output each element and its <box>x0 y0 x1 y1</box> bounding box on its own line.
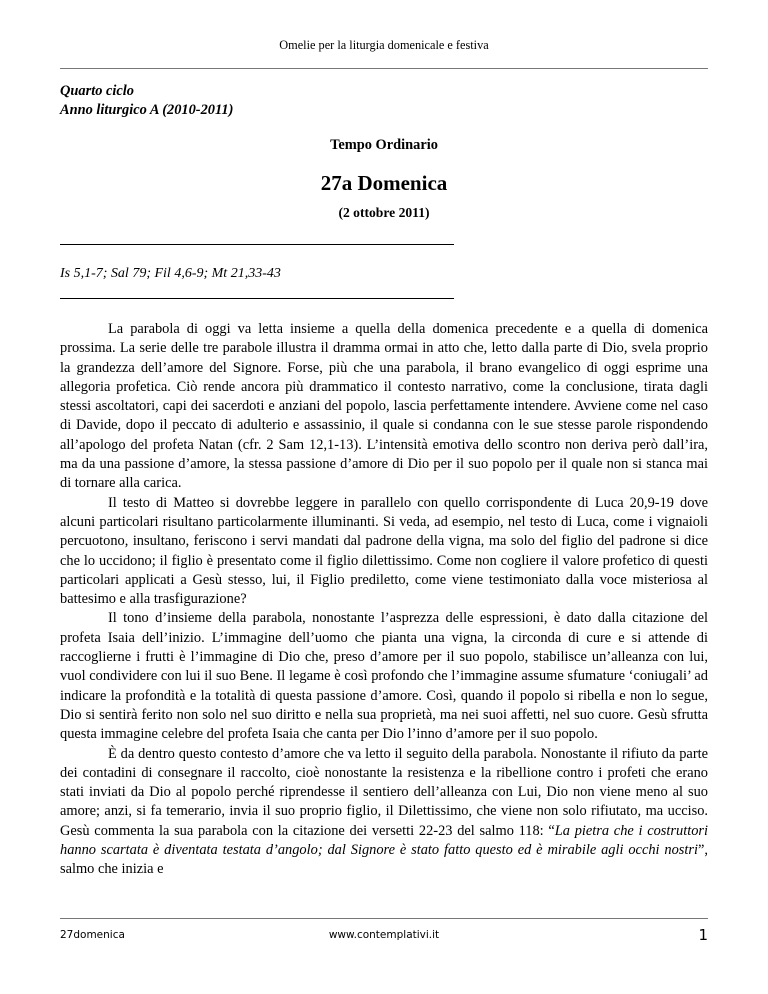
psalm-quote: La pietra che i costruttori hanno scartata è diventata testata d’angolo; dal Signore è stato fatto questo ed è mirabile agli occhi nostri <box>60 822 708 859</box>
cycle-label: Quarto ciclo <box>60 83 134 99</box>
page-title: 27a Domenica <box>320 171 448 195</box>
liturgical-season: Tempo Ordinario <box>330 137 438 153</box>
paragraph: Il tono d’insieme della parabola, nonostante l’asprezza delle espressioni, è dato dalla citazione del profeta Isaia dell’inizio. L’immagine dell’uomo che pianta una vigna, la circonda di cure e si attende di raccoglierne i frutti è l’immagine di Dio che, preso d’amore per il suo popolo, stabilisce un’alleanza con lui, vuol condividere con lui il suo Bene. Il legame è così profondo che l’immagine assume sfumature ‘coniugali’ ad indicare la profondità e la totalità di questa passione d’amore. Così, quando il popolo si ribella e non lo segue, Dio si sentirà ferito non solo nel suo diritto e nella sua proprietà, ma nei suoi affetti, nel suo cuore. Gesù sfrutta questa immagine celebre del profeta Isaia che canta per Dio l’inno d’amore per il suo popolo. <box>60 610 708 743</box>
liturgical-year: Anno liturgico A (2010-2011) <box>60 102 234 118</box>
paragraph: La parabola di oggi va letta insieme a quella della domenica precedente e a quella di domenica prossima. La serie delle tre parabole illustra il dramma ormai in atto che, letto dalla parte di Dio, svela proprio la grandezza dell’amore del Signore. Forse, più che una parabola, il brano evangelico di oggi esprime una allegoria profetica. Ciò rende ancora più drammatico il contesto narrativo, come la conclusione, tirata dagli stessi ascoltatori, capi dei sacerdoti e anziani del popolo, lascia perfettamente intendere. Avviene come nel caso di Davide, dopo il peccato di adulterio e assassinio, il quale si condanna con le sue stesse parole rispondendo all’apologo del profeta Natan (cfr. 2 Sam 12,1-13). L’intensità emotiva dello scontro non deriva però dall’ira, ma da una passione d’amore, la stessa passione d’amore di Dio per il suo popolo per il quale non si stanca mai di tornare alla carica. <box>60 321 708 492</box>
footer-file-name: 27domenica <box>60 929 125 941</box>
paragraph-text: È da dentro questo contesto d’amore che va letto il seguito della parabola. Nonostante il rifiuto da parte dei contadini di consegnare il raccolto, cioè nonostante la resistenza e la ribellione contro i profeti che erano stati inviati da Dio al popolo perché riprendesse il sentiero dell’alleanza con Lui, Dio non viene meno al suo amore; anzi, si fa temerario, invia il suo proprio figlio, il Dilettissimo, che viene non solo rifiutato, ma ucciso. Gesù commenta la sua parabola con la citazione dei versetti 22-23 del salmo 118: “ <box>60 745 708 839</box>
page-footer <box>60 926 708 946</box>
paragraph-text: ”, salmo che inizia e <box>60 842 708 878</box>
cycle-block <box>60 82 233 120</box>
page-number: 1 <box>698 926 708 944</box>
readings-top-divider <box>60 244 454 245</box>
running-header: Omelie per la liturgia domenicale e festiva <box>279 38 489 52</box>
footer-divider <box>60 918 708 919</box>
homily-body <box>60 320 708 880</box>
paragraph <box>60 745 708 880</box>
footer-website: www.contemplativi.it <box>328 929 440 941</box>
readings-references: Is 5,1-7; Sal 79; Fil 4,6-9; Mt 21,33-43 <box>60 266 281 281</box>
celebration-date: (2 ottobre 2011) <box>338 205 430 220</box>
header-divider <box>60 68 708 69</box>
paragraph: Il testo di Matteo si dovrebbe leggere in parallelo con quello corrispondente di Luca 20,9-19 dove alcuni particolari risultano particolarmente illuminanti. Si veda, ad esempio, nel testo di Luca, come i vignaioli percuotono, insultano, feriscono i servi mandati dal padrone della vigna, ma solo del figlio del padrone si dice che lo uccidono; il figlio è presentato come il figlio dilettissimo. Come non cogliere il valore profetico di questi particolari applicati a Gesù stesso, lui, il Figlio prediletto, come viene testimoniato dalla voce misteriosa al battesimo e alla trasfigurazione? <box>60 494 708 608</box>
readings-bottom-divider <box>60 298 454 299</box>
